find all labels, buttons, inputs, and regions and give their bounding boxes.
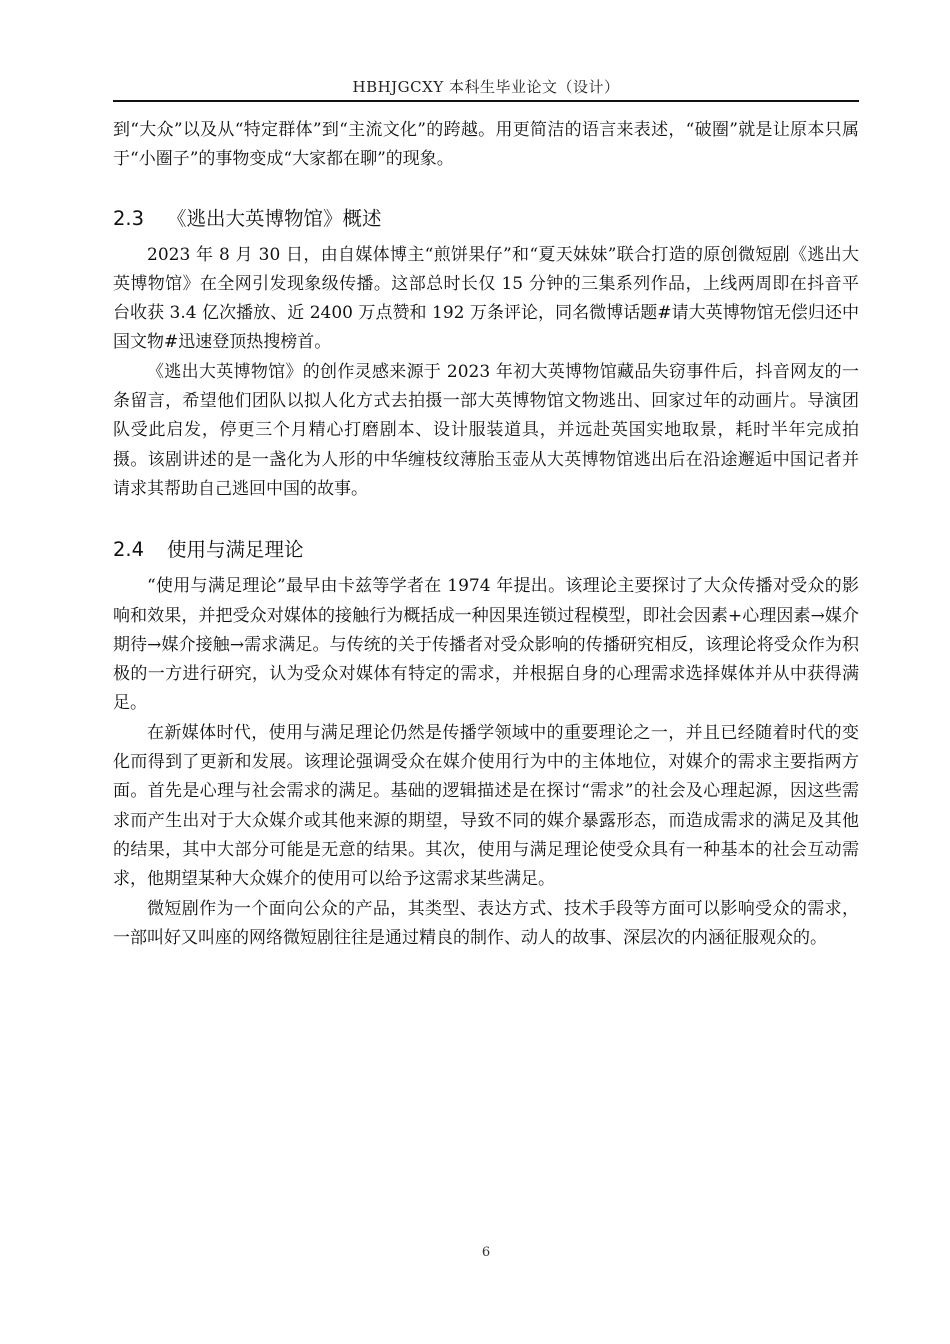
section-number: 2.4 — [113, 538, 145, 562]
page-content — [113, 116, 859, 953]
header-rule — [113, 100, 859, 102]
section-title: 《逃出大英博物馆》概述 — [167, 206, 382, 230]
section-heading-2-3 — [113, 205, 859, 233]
page-number: 6 — [481, 1245, 491, 1260]
section-title: 使用与满足理论 — [167, 538, 304, 562]
body-paragraph: 《逃出大英博物馆》的创作灵感来源于 2023 年初大英博物馆藏品失窃事件后，抖音网友的一条留言，希望他们团队以拟人化方式去拍摄一部大英博物馆文物逃出、回家过年的动画片。导演团队受此启发，停更三个月精心打磨剧本、设计服装道具，并远赴英国实地取景，耗时半年完成拍摄。该剧讲述的是一盏化为人形的中华缠枝纹薄胎玉壶从大英博物馆逃出后在沿途邂逅中国记者并请求其帮助自己逃回中国的故事。 — [113, 361, 859, 499]
running-header: HBHJGCXY 本科生毕业论文（设计） — [352, 78, 620, 96]
body-paragraph: 微短剧作为一个面向公众的产品，其类型、表达方式、技术手段等方面可以影响受众的需求，一部叫好又叫座的网络微短剧往往是通过精良的制作、动人的故事、深层次的内涵征服观众的。 — [113, 898, 859, 948]
body-paragraph: 2023 年 8 月 30 日，由自媒体博主“煎饼果仔”和“夏天妹妹”联合打造的原创微短剧《逃出大英博物馆》在全网引发现象级传播。这部总时长仅 15 分钟的三集系列作品，上线两周即在抖音平台收获 3.4 亿次播放、近 2400 万点赞和 192 万条评论，同名微博话题#请大英博物馆无偿归还中国文物#迅速登顶热搜榜首。 — [113, 244, 859, 353]
section-heading-2-4 — [113, 536, 859, 564]
body-paragraph: “使用与满足理论”最早由卡兹等学者在 1974 年提出。该理论主要探讨了大众传播对受众的影响和效果，并把受众对媒体的接触行为概括成一种因果连锁过程模型，即社会因素+心理因素→媒介期待→媒介接触→需求满足。与传统的关于传播者对受众影响的传播研究相反，该理论将受众作为积极的一方进行研究，认为受众对媒体有特定的需求，并根据自身的心理需求选择媒体并从中获得满足。 — [113, 576, 859, 714]
continued-paragraph: 到“大众”以及从“特定群体”到“主流文化”的跨越。用更简洁的语言来表述，“破圈”就是让原本只属于“小圈子”的事物变成“大家都在聊”的现象。 — [113, 120, 859, 170]
body-paragraph: 在新媒体时代，使用与满足理论仍然是传播学领域中的重要理论之一，并且已经随着时代的变化而得到了更新和发展。该理论强调受众在媒介使用行为中的主体地位，对媒介的需求主要指两方面。首先是心理与社会需求的满足。基础的逻辑描述是在探讨“需求”的社会及心理起源，因这些需求而产生出对于大众媒介或其他来源的期望，导致不同的媒介暴露形态，而造成需求的满足及其他的结果，其中大部分可能是无意的结果。其次，使用与满足理论使受众具有一种基本的社会互动需求，他期望某种大众媒介的使用可以给予这需求某些满足。 — [113, 722, 859, 890]
section-number: 2.3 — [113, 206, 145, 230]
